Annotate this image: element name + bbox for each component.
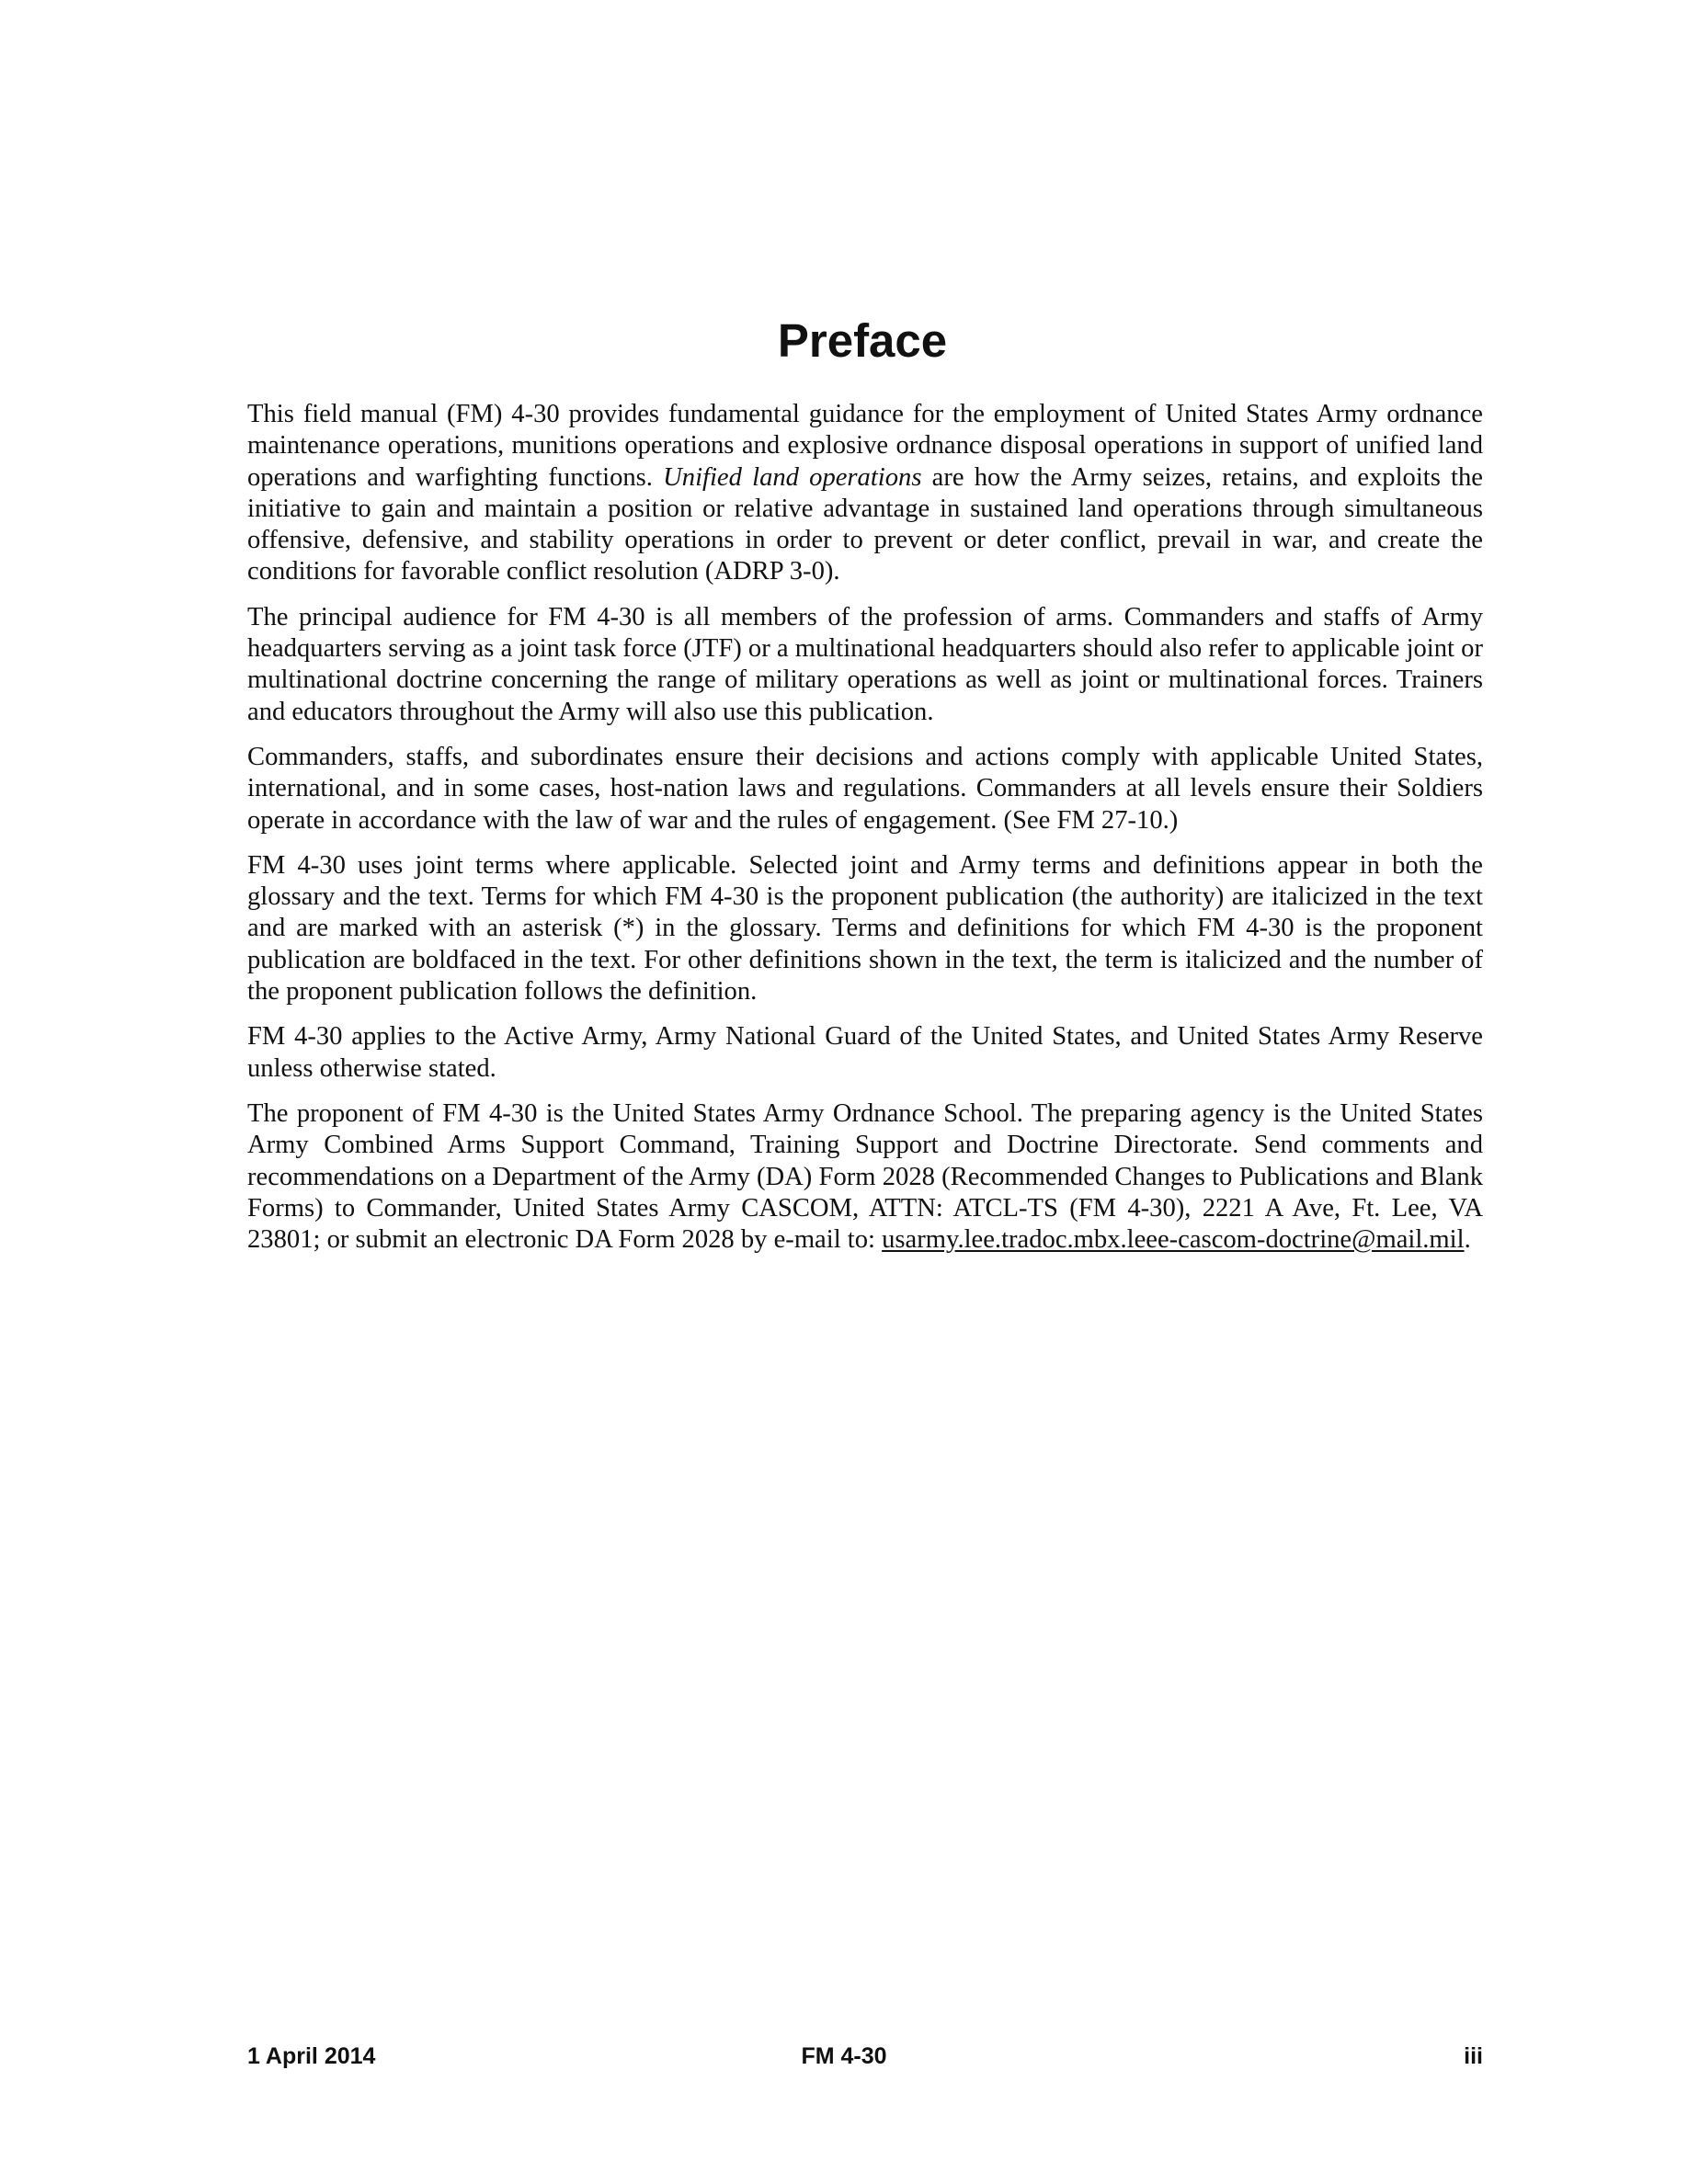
paragraph-proponent-text: The proponent of FM 4-30 is the United States Army Ordnance School. The preparing agency is the United States Army Combined Arms Support Command, Training Support and Doctrine Directorate. Send comments and recommendations on a Department of the Army (DA) Form 2028 (Recommended Changes to Publications and Blank Forms) to Commander, United States Army CASCOM, ATTN: ATCL-TS (FM 4-30), 2221 A Ave, Ft. Lee, VA 23801; or submit an electronic DA Form 2028 by e-mail to:: [247, 1098, 1483, 1255]
footer-date: 1 April 2014: [247, 2043, 376, 2069]
footer-page-number: iii: [1464, 2043, 1483, 2069]
paragraph-applicability: FM 4-30 applies to the Active Army, Army National Guard of the United States, and United States Army Reserve unless otherwise stated.: [247, 1022, 1483, 1083]
paragraph-purpose-text-2: are how the Army seizes, retains, and exploits the initiative to gain and maintain a position or relative advantage in sustained land operations through simultaneous offensive, defensive, and stability operations in order to prevent or deter conflict, prevail in war, and create the conditions for favorable conflict resolution (ADRP 3-0).: [247, 462, 1483, 586]
preface-body: [247, 399, 1483, 1269]
paragraph-proponent: [247, 1098, 1483, 1256]
email-link[interactable]: usarmy.lee.tradoc.mbx.leee-cascom-doctrine@mail.mil: [882, 1225, 1465, 1255]
page-title: Preface: [777, 314, 948, 367]
paragraph-proponent-end: .: [1464, 1225, 1471, 1255]
paragraph-compliance: Commanders, staffs, and subordinates ensure their decisions and actions comply with applicable United States, international, and in some cases, host-nation laws and regulations. Commanders at all levels ensure their Soldiers operate in accordance with the law of war and the rules of engagement. (See FM 27-10.): [247, 742, 1483, 835]
paragraph-purpose: [247, 399, 1483, 588]
paragraph-audience: The principal audience for FM 4-30 is all members of the profession of arms. Commanders and staffs of Army headquarters serving as a joint task force (JTF) or a multinational headquarters should also refer to applicable joint or multinational doctrine concerning the range of military operations as well as joint or multinational forces. Trainers and educators throughout the Army will also use this publication.: [247, 602, 1483, 726]
italic-term-unified-land-operations: Unified land operations: [663, 462, 922, 492]
footer-publication: FM 4-30: [801, 2043, 887, 2069]
paragraph-terms: FM 4-30 uses joint terms where applicable. Selected joint and Army terms and definitions appear in both the glossary and the text. Terms for which FM 4-30 is the proponent publication (the authority) are italicized in the text and are marked with an asterisk (*) in the glossary. Terms and definitions for which FM 4-30 is the proponent publication are boldfaced in the text. For other definitions shown in the text, the term is italicized and the number of the proponent publication follows the definition.: [247, 850, 1483, 1007]
paragraph-purpose-text-1: This field manual (FM) 4-30 provides fundamental guidance for the employment of United States Army ordnance maintenance operations, munitions operations and explosive ordnance disposal operations in support of unified land operations and warfighting functions.: [247, 400, 1483, 492]
